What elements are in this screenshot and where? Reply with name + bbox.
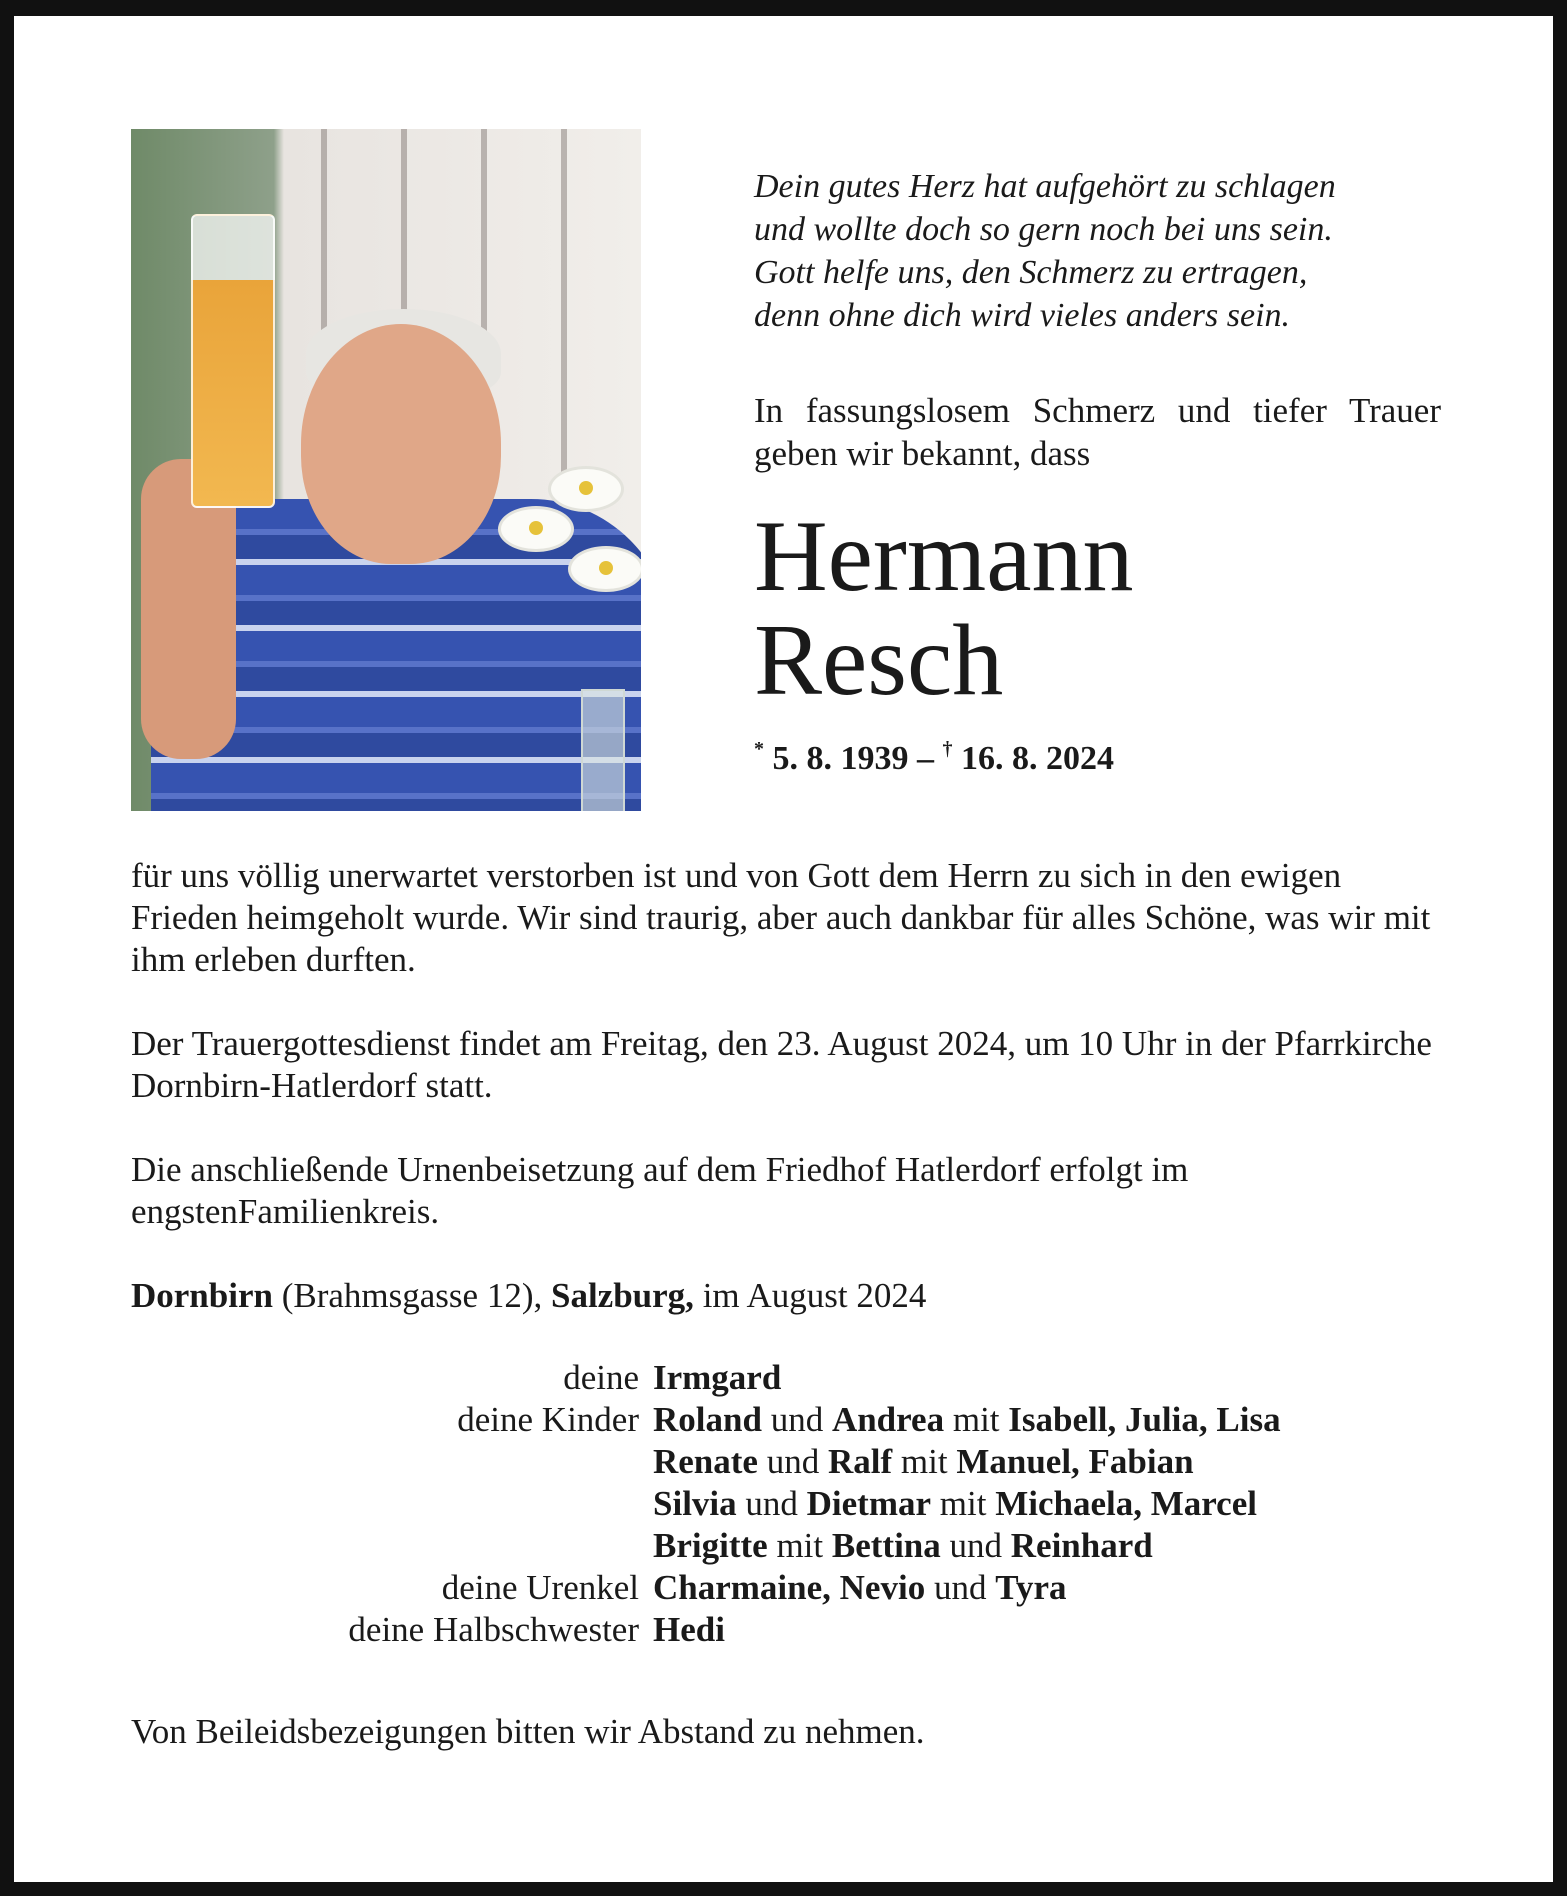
connector-text: mit <box>944 1400 1009 1439</box>
connector-text: und <box>940 1526 1011 1565</box>
deceased-name <box>754 500 1441 717</box>
daisy <box>501 509 571 549</box>
family-member-name: Andrea <box>831 1400 945 1439</box>
address: (Brahmsgasse 12), <box>272 1276 551 1315</box>
poem-line: Dein gutes Herz hat aufgehört zu schlagen <box>754 168 1336 205</box>
family-list <box>131 1357 1441 1651</box>
family-member-name: Roland <box>653 1400 762 1439</box>
header-section <box>131 129 1441 811</box>
paragraph-passing: für uns völlig unerwartet verstorben ist und von Gott dem Herrn zu sich in den ewigen Frieden heimgeholt wurde. Wir sind traurig, aber auch dankbar für alles Schöne, was wir mit ihm erleben durften. <box>131 856 1431 979</box>
connector-text: mit <box>931 1484 996 1523</box>
family-member-name: Silvia <box>653 1484 737 1523</box>
family-label: deine <box>563 1358 639 1397</box>
connector-text: und <box>761 1400 832 1439</box>
connector-text: mit <box>767 1526 832 1565</box>
city-salzburg: Salzburg, <box>550 1276 694 1315</box>
connector-text: und <box>757 1442 828 1481</box>
children-line <box>653 1399 1441 1441</box>
birth-symbol: * <box>754 738 764 760</box>
family-member-name: Renate <box>653 1442 758 1481</box>
family-label: deine Kinder <box>457 1400 639 1439</box>
family-row-children <box>131 1399 1441 1567</box>
beer-glass <box>191 214 275 508</box>
birth-date: 5. 8. 1939 <box>772 740 909 777</box>
last-name: Resch <box>754 604 1004 717</box>
header-text-column <box>754 129 1441 781</box>
family-row-halfsister <box>131 1609 1441 1651</box>
date-line: im August 2024 <box>693 1276 927 1315</box>
family-member-name: Isabell, Julia, Lisa <box>1008 1400 1281 1439</box>
place-date-line <box>131 1275 1441 1317</box>
family-member-name: Manuel, Fabian <box>956 1442 1194 1481</box>
family-member-name: Brigitte <box>653 1526 768 1565</box>
family-label: deine Urenkel <box>441 1568 639 1607</box>
first-name: Hermann <box>754 500 1134 613</box>
children-line <box>653 1483 1441 1525</box>
children-line <box>653 1525 1441 1567</box>
family-label: deine Halbschwester <box>348 1610 639 1649</box>
closing-note: Von Beileidsbezeigungen bitten wir Abstand zu nehmen. <box>131 1712 925 1751</box>
family-member-name: Michaela, Marcel <box>995 1484 1257 1523</box>
portrait-photo <box>131 129 641 811</box>
family-names: Irmgard <box>653 1358 782 1397</box>
poem-line: denn ohne dich wird vieles anders sein. <box>754 297 1291 334</box>
daisy <box>571 549 641 589</box>
face <box>301 324 501 564</box>
city-dornbirn: Dornbirn <box>131 1276 273 1315</box>
poem-line: Gott helfe uns, den Schmerz zu ertragen, <box>754 254 1308 291</box>
notice-content <box>131 129 1441 1753</box>
poem-line: und wollte doch so gern noch bei uns sein. <box>754 211 1333 248</box>
life-dates <box>754 727 1441 781</box>
connector-text: und <box>925 1568 996 1607</box>
daisy <box>551 469 621 509</box>
family-member-name: Dietmar <box>806 1484 932 1523</box>
children-line <box>653 1441 1441 1483</box>
family-names <box>653 1567 1441 1609</box>
family-member-name: Bettina <box>831 1526 941 1565</box>
intro-text: In fassungslosem Schmerz und tiefer Trauer geben wir bekannt, dass <box>754 391 1441 473</box>
family-member-name: Tyra <box>995 1568 1067 1607</box>
family-member-name: Charmaine, Nevio <box>653 1568 926 1607</box>
family-names: Hedi <box>653 1610 725 1649</box>
vase <box>581 689 625 811</box>
date-separator: – <box>908 740 943 777</box>
death-symbol: † <box>942 738 953 760</box>
family-row-greatgrandchildren <box>131 1567 1441 1609</box>
death-date: 16. 8. 2024 <box>961 740 1114 777</box>
memorial-poem <box>754 165 1441 337</box>
family-row-spouse <box>131 1357 1441 1399</box>
paragraph-burial: Die anschließende Urnenbeisetzung auf dem Friedhof Hatlerdorf erfolgt im engstenFamilienkreis. <box>131 1150 1189 1231</box>
connector-text: mit <box>892 1442 957 1481</box>
family-names <box>653 1399 1441 1567</box>
paragraph-service: Der Trauergottesdienst findet am Freitag, den 23. August 2024, um 10 Uhr in der Pfarrkirche Dornbirn-Hatlerdorf statt. <box>131 1024 1432 1105</box>
family-member-name: Ralf <box>827 1442 893 1481</box>
connector-text: und <box>736 1484 807 1523</box>
family-member-name: Reinhard <box>1010 1526 1153 1565</box>
